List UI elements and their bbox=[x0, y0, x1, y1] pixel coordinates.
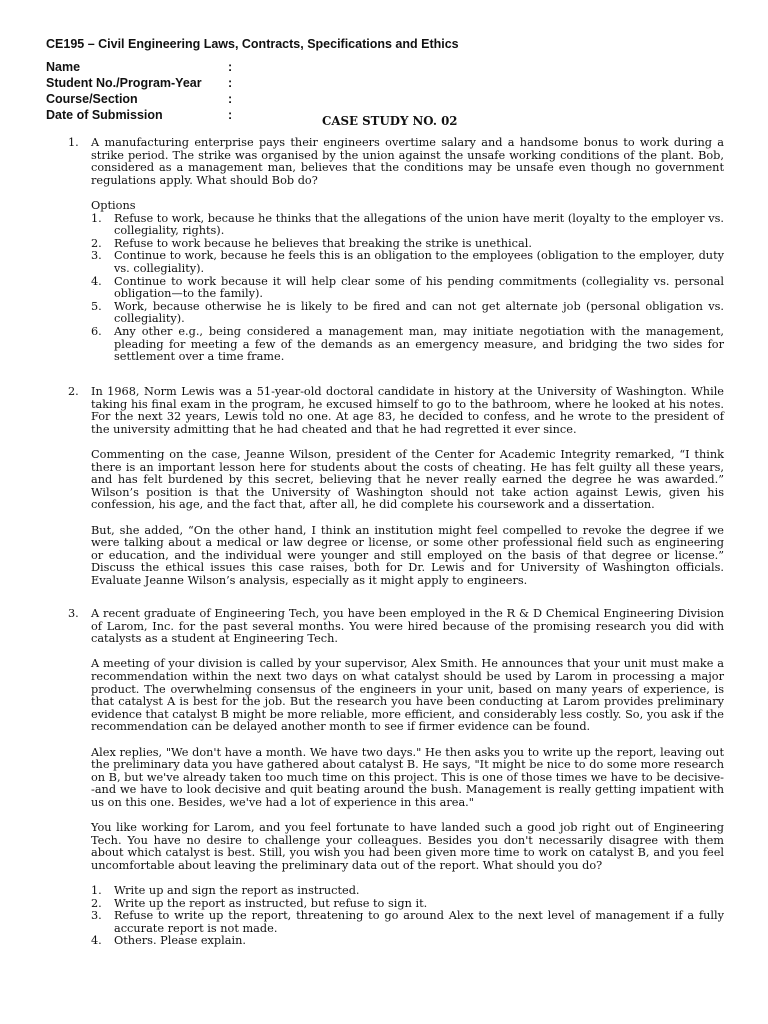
option-number: 2. bbox=[91, 896, 102, 910]
question-paragraph: A meeting of your division is called by your supervisor, Alex Smith. He announces that your unit must make a recommendation within the next two days on what catalyst should be used by Larom in processing a major product. The overwhelming consensus of the engineers in your unit, based on many years of experience, is that catalyst A is best for the job. But the research you have been conducting at Larom provides preliminary evidence that catalyst B might be more reliable, more efficient, and considerably less costly. So, you ask if the recommendation can be delayed another month to see if firmer evidence can be found. bbox=[91, 657, 724, 734]
field-name bbox=[46, 59, 286, 75]
option-item bbox=[91, 250, 724, 275]
question-2 bbox=[68, 386, 724, 600]
option-number: 1. bbox=[91, 884, 102, 898]
option-number: 4. bbox=[91, 934, 102, 948]
student-info-fields bbox=[46, 59, 286, 123]
field-colon: : bbox=[228, 108, 233, 122]
option-item bbox=[91, 910, 724, 935]
option-item bbox=[91, 935, 724, 948]
option-number: 2. bbox=[91, 236, 102, 250]
option-text: Refuse to work, because he thinks that the allegations of the union have merit (loyalty to the employer vs. collegiality, rights). bbox=[114, 211, 724, 238]
field-label: Name bbox=[46, 60, 81, 74]
question-number: 2. bbox=[68, 385, 79, 398]
field-student-no bbox=[46, 75, 286, 91]
question-paragraph: A manufacturing enterprise pays their engineers overtime salary and a handsome bonus to work during a strike period. The strike was organised by the union against the unsafe working conditions of the plant. Bob, considered as a management man, believes that the conditions may be unsafe even though no government regulations apply. What should Bob do? bbox=[91, 136, 724, 187]
field-colon: : bbox=[228, 76, 233, 90]
question-number: 3. bbox=[68, 607, 79, 620]
options-label: Options bbox=[91, 198, 136, 212]
options-list bbox=[91, 885, 724, 948]
question-paragraph: Alex replies, "We don't have a month. We have two days." He then asks you to write up the report, leaving out the preliminary data you have gathered about catalyst B. He says, "It might be nice to do some more research on B, but we've already taken too much time on this project. This is one of those times we have to be decisive--and we have to look decisive and quit beating around the bush. Management is really getting impatient with us on this one. Besides, we've had a lot of experience in this area." bbox=[91, 745, 724, 809]
option-text: Others. Please explain. bbox=[114, 934, 246, 948]
option-number: 3. bbox=[91, 249, 102, 263]
option-item bbox=[91, 326, 724, 364]
question-paragraph: You like working for Larom, and you feel fortunate to have landed such a good job right out of Engineering Tech. You have no desire to challenge your colleagues. Besides you don't necessarily disagree with them about which catalyst is best. Still, you wish you had been given more time to work on catalyst B, and you feel uncomfortable about leaving the preliminary data out of the report. What should you do? bbox=[91, 821, 724, 872]
question-3 bbox=[68, 608, 724, 948]
option-item bbox=[91, 301, 724, 326]
option-number: 4. bbox=[91, 274, 102, 288]
option-text: Refuse to write up the report, threatening to go around Alex to the next level of management if a fully accurate report is not made. bbox=[114, 909, 724, 935]
option-text: Work, because otherwise he is likely to be fired and can not get alternate job (personal obligation vs. collegiality). bbox=[114, 299, 724, 326]
option-text: Any other e.g., being considered a management man, may initiate negotiation with the management, pleading for meeting a few of the demands as an emergency measure, and bridging the two sides for settlement over a time frame. bbox=[114, 324, 724, 364]
option-number: 3. bbox=[91, 909, 102, 923]
option-item bbox=[91, 213, 724, 238]
question-1 bbox=[68, 137, 724, 364]
field-label: Student No./Program-Year bbox=[46, 76, 202, 90]
option-text: Write up the report as instructed, but refuse to sign it. bbox=[114, 896, 428, 910]
options-list bbox=[91, 213, 724, 364]
field-colon: : bbox=[228, 60, 233, 74]
question-paragraph: Commenting on the case, Jeanne Wilson, president of the Center for Academic Integrity remarked, “I think there is an important lesson here for students about the costs of cheating. He has felt guilty all these years, and has felt burdened by this secret, believing that he never really earned the degree he was awarded.” Wilson’s position is that the University of Washington should not take action against Lewis, given his confession, his age, and the fact that, after all, he did complete his coursework and a dissertation. bbox=[91, 447, 724, 512]
question-number: 1. bbox=[68, 136, 79, 149]
field-label: Date of Submission bbox=[46, 108, 163, 122]
option-text: Write up and sign the report as instructed. bbox=[114, 884, 360, 898]
case-study-title: CASE STUDY NO. 02 bbox=[322, 114, 458, 128]
option-text: Continue to work because it will help clear some of his pending commitments (collegiality vs. personal obligation—to the family). bbox=[114, 274, 724, 301]
option-number: 1. bbox=[91, 211, 102, 225]
question-paragraph: In 1968, Norm Lewis was a 51-year-old doctoral candidate in history at the University of Washington. While taking his final exam in the program, he excused himself to go to the bathroom, where he looked at his notes. For the next 32 years, Lewis told no one. At age 83, he decided to confess, and he wrote to the president of the university admitting that he had cheated and that he had regretted it ever since. bbox=[91, 385, 724, 436]
option-text: Continue to work, because he feels this is an obligation to the employees (obligation to the employer, duty vs. collegiality). bbox=[114, 249, 724, 275]
question-paragraph: But, she added, “On the other hand, I think an institution might feel compelled to revoke the degree if we were talking about a medical or law degree or license, or some other professional field such as engineering or education, and the individual were younger and still employed on the basis of that degree or license.” Discuss the ethical issues this case raises, both for Dr. Lewis and for University of Washington officials. Evaluate Jeanne Wilson’s analysis, especially as it might apply to engineers. bbox=[91, 523, 724, 587]
question-paragraph: A recent graduate of Engineering Tech, you have been employed in the R & D Chemical Engineering Division of Larom, Inc. for the past several months. You were hired because of the promising research you did with catalysts as a student at Engineering Tech. bbox=[91, 607, 724, 646]
field-colon: : bbox=[228, 92, 233, 106]
field-date-of-submission bbox=[46, 107, 286, 123]
option-number: 6. bbox=[91, 324, 102, 338]
field-course-section bbox=[46, 91, 286, 107]
field-label: Course/Section bbox=[46, 92, 138, 106]
course-title: CE195 – Civil Engineering Laws, Contracts, Specifications and Ethics bbox=[46, 37, 459, 51]
option-number: 5. bbox=[91, 299, 102, 313]
option-text: Refuse to work because he believes that breaking the strike is unethical. bbox=[114, 236, 532, 250]
option-item bbox=[91, 276, 724, 301]
